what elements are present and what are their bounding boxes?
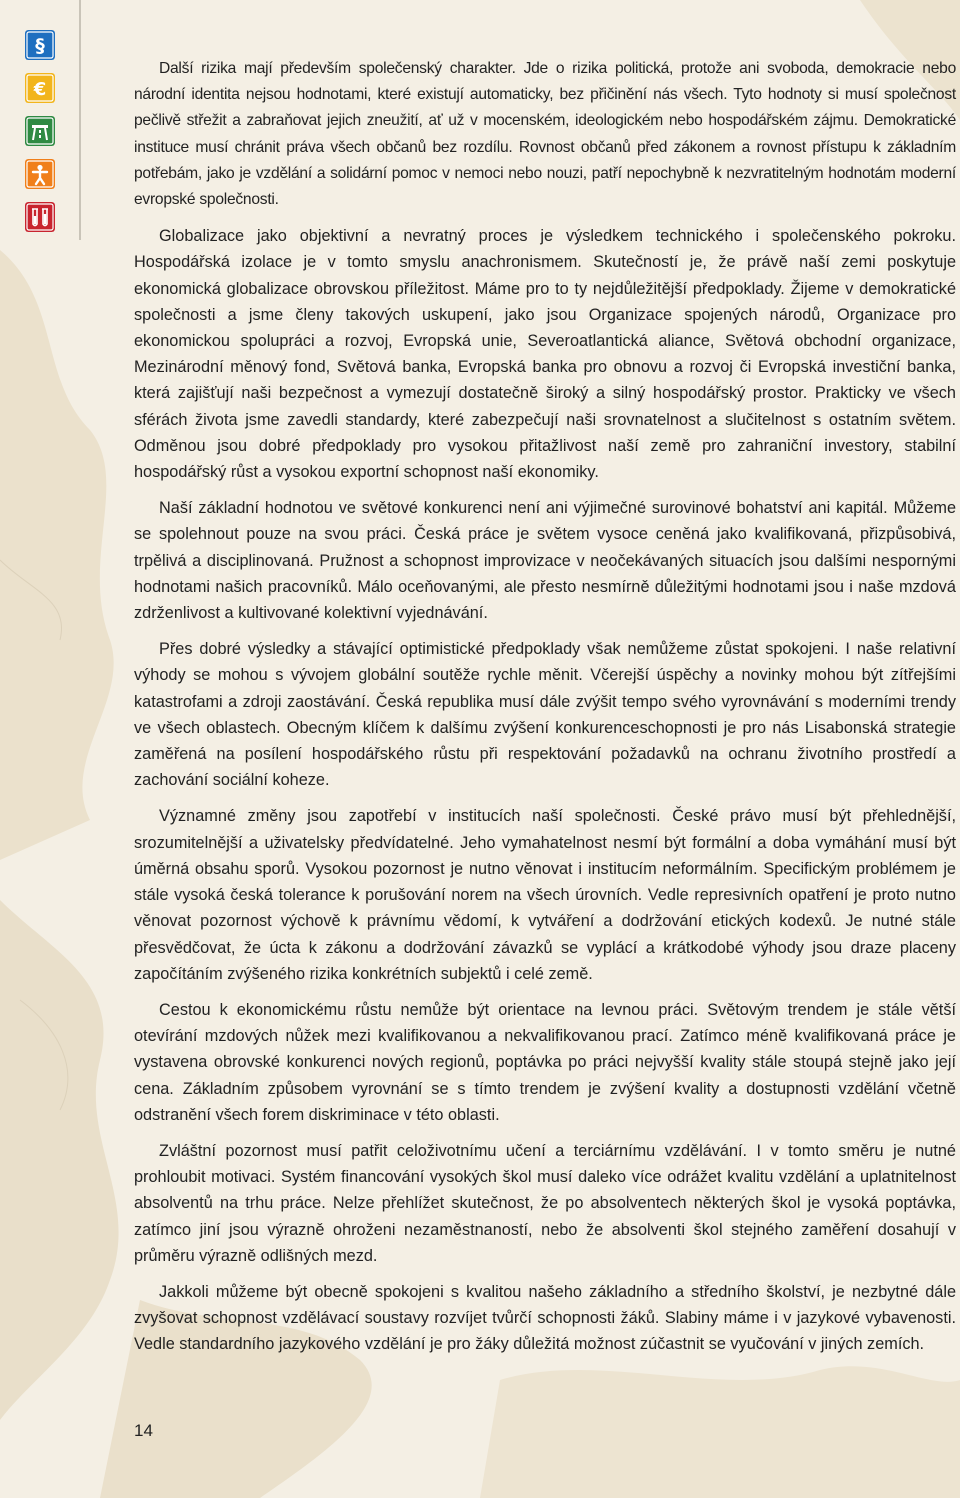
paragraph-law-icon — [25, 30, 55, 60]
euro-icon — [25, 73, 55, 103]
sidebar-divider — [79, 0, 81, 240]
paragraph-cheap-labour: Cestou k ekonomickému růstu nemůže být orientace na levnou práci. Světovým trendem je stále větší otevírání mzdových nůžek mezi kvalifikovanou a nekvalifikovanou prací. Zatímco méně kvalifikovaná práce je vystavena obrovské konkurenci nových regionů, poptávka po práci nejvyšší kvality stále stoupá stejně jako její cena. Základním způsobem vyrovnání se s tímto trendem je zvýšení kvality a dostupnosti vzdělání včetně odstranění všech forem diskriminace v této oblasti. — [134, 1000, 956, 1124]
paragraph-institutions: Významné změny jsou zapotřebí v institucích naší společnosti. České právo musí být přehlednější, srozumitelnější a uživatelsky předvídatelné. Jeho vymahatelnost nesmí být formální a doba vymáhání musí být úměrná obsahu sporů. Vysokou pozornost je nutno věnovat i institucím neformálním. Specifickým problémem je stále vysoká česká tolerance k porušování norem na všech úrovních. Vedle represivních opatření je proto nutno věnovat pozornost výchově k právnímu vědomí, k vytváření a dodržování etických kodexů. Je nutné stále přesvědčovat, že úcta k zákonu a dodržování závazků se vyplácí a krátkodobé výhody jsou draze placeny započítáním zvýšeného rizika konkrétních subjektů i celé země. — [134, 807, 956, 983]
sidebar-icon-column — [25, 30, 57, 245]
paragraph-work-value: Naší základní hodnotou ve světové konkurenci není ani výjimečné surovinové bohatství ani kapitál. Můžeme se spolehnout pouze na svou práci. Česká práce je světem vysoce ceněná jako kvalifikovaná, přizpůsobivá, trpělivá a disciplinovaná. Pružnost a schopnost improvizace v neočekávaných situacích jsou dalšími nespornými hodnotami našich pracovníků. Málo oceňovanými, ale přesto nesmírně důležitými hodnotami jsou i naše mzdová zdrženlivost a kultivované kolektivní vyjednávání. — [134, 499, 956, 623]
paragraph-political-risks: Další rizika mají především společenský charakter. Jde o rizika politická, protože ani svoboda, demokracie nebo národní identita nejsou hodnotami, které existují automaticky, bez přičinění nás všech. Tyto hodnoty si musí společnost pečlivě střežit a zabraňovat jejich zneužití, ať už v mocenském, ideologickém nebo hospodářském zájmu. Demokratické instituce musí chránit práva všech občanů bez rozdílu. Rovnost občanů před zákonem a rovnost přístupu k základním potřebám, jako je vzdělání a solidární pomoc v nemoci nebo nouzi, patří nepochybně k nezvratitelným hodnotám moderní evropské společnosti. — [134, 60, 956, 209]
svg-text:€: € — [33, 79, 47, 100]
paragraph-lifelong-learning: Zvláštní pozornost musí patřit celoživotnímu učení a terciárnímu vzdělávání. I v tomto směru je nutné prohloubit motivaci. Systém financování vysokých škol musí daleko více odrážet kvalitu vzdělání a uplatnitelnost absolventů na trhu práce. Nelze přehlížet skutečnost, že po absolventech některých škol je vysoká poptávka, zatímco jiní jsou výrazně ohroženi nezaměstnaností, nebo že absolventi škol stejného zaměření dosahují v průměru výrazně odlišných mezd. — [134, 1141, 956, 1265]
test-tubes-icon — [25, 202, 55, 232]
svg-text:§: § — [35, 35, 45, 57]
highway-road-icon — [25, 116, 55, 146]
person-icon — [25, 159, 55, 189]
main-text-column — [134, 56, 956, 1368]
paragraph-competitiveness: Přes dobré výsledky a stávající optimistické předpoklady však nemůžeme zůstat spokojeni. I naše relativní výhody se mohou s vývojem globální soutěže rychle měnit. Včerejší úspěchy a novinky mohou být zítřejšími katastrofami a zdroji zaostávání. Česká republika musí dále zvýšit tempo svého vyrovnávání s moderními trendy ve všech oblastech. Obecným klíčem k dalšímu zvýšení konkurenceschopnosti je pro nás Lisabonská strategie zaměřená na posílení hospodářského růstu při respektování požadavků na ochranu životního prostředí a zachování sociální koheze. — [134, 640, 956, 790]
page-number: 14 — [134, 1421, 153, 1440]
paragraph-schooling: Jakkoli můžeme být obecně spokojeni s kvalitou našeho základního a středního školství, je nezbytné dále zvyšovat schopnost vzdělávací soustavy rozvíjet tvůrčí schopnosti žáků. Slabiny máme i v jazykové vybavenosti. Vedle standardního jazykového vzdělání je pro žáky důležitá možnost zúčastnit se vyučování v jiných zemích. — [134, 1282, 956, 1354]
paragraph-globalization: Globalizace jako objektivní a nevratný proces je výsledkem technického i společenského pokroku. Hospodářská izolace je v tomto smyslu anachronismem. Skutečností je, že právě naší zemi poskytuje ekonomická globalizace obrovskou příležitost. Máme pro to ty nejdůležitější předpoklady. Žijeme v demokratické společnosti a jsme členy takových uskupení, jako jsou Organizace spojených národů, Organizace pro ekonomickou spolupráci a rozvoj, Evropská unie, Severoatlantická aliance, Světová obchodní organizace, Mezinárodní měnový fond, Světová banka, Evropská banka pro obnovu a rozvoj či Evropská investiční banka, která zajišťují naši bezpečnost a vymezují dostatečně široký a silný hospodářský prostor. Prakticky ve všech sférách života jsme zavedli standardy, které zabezpečují naši srovnatelnost a slučitelnost s ostatním světem. Odměnou jsou dobré předpoklady pro vysokou přitažlivost naší země pro zahraniční investory, stabilní hospodářský růst a vysokou exportní schopnost naší ekonomiky. — [134, 227, 956, 482]
